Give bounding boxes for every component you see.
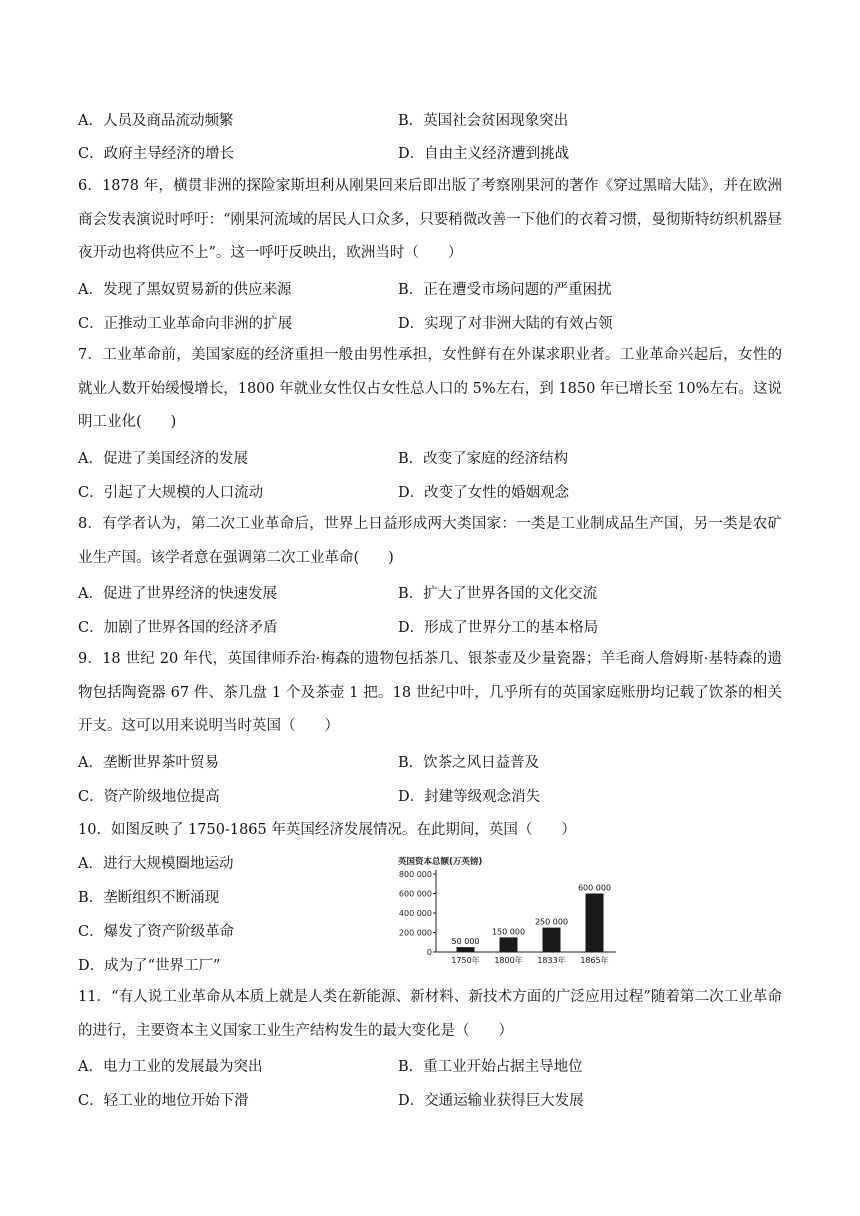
q6-stem: 6．1878 年，横贯非洲的探险家斯坦利从刚果回来后即出版了考察刚果河的著作《穿过黑暗大陆》，并在欧洲商会发表演说时呼吁：“刚果河流域的居民人口众多，只要稍微改善一下他们的衣着习惯，曼彻斯特纺织机器昼夜开动也将供应不上”。这一呼吁反映出，欧洲当时（ ） — [78, 178, 782, 261]
q11-options-row-1 — [78, 1056, 798, 1078]
bar-value-label: 250 000 — [534, 917, 569, 927]
q6-option-b[interactable]: B．正在遭受市场问题的严重困扰 — [398, 282, 612, 298]
bar — [586, 894, 604, 953]
x-tick-label: 1833年 — [537, 956, 566, 965]
q9-option-c[interactable]: C．资产阶级地位提高 — [78, 789, 220, 805]
q9-option-a[interactable]: A．垄断世界茶叶贸易 — [78, 755, 219, 771]
q11-option-d[interactable]: D．交通运输业获得巨大发展 — [398, 1093, 584, 1109]
y-tick-label: 200 000 — [398, 928, 432, 938]
q10-option-c[interactable]: C．爆发了资产阶级革命 — [78, 924, 235, 940]
bar — [457, 947, 475, 952]
q5-options-row-1 — [78, 110, 798, 132]
q6-option-c[interactable]: C．正推动工业革命向非洲的扩展 — [78, 316, 293, 332]
bar — [500, 937, 518, 952]
q9-options-row-2 — [78, 786, 798, 808]
q10-option-a[interactable]: A．进行大规模圈地运动 — [78, 856, 234, 872]
q9-stem: 9．18 世纪 20 年代，英国律师乔治·梅森的遗物包括茶几、银茶壶及少量瓷器；羊毛商人詹姆斯·基特森的遗物包括陶瓷器 67 件、茶几盘 1 个及茶壶 1 把。18 世纪中叶，几乎所有的英国家庭账册均记载了饮茶的相关开支。这可以用来说明当时英国（ ） — [78, 651, 782, 734]
chart-svg — [392, 852, 622, 970]
q8-option-a[interactable]: A．促进了世界经济的快速发展 — [78, 586, 277, 602]
q6-options-row-1 — [78, 279, 798, 301]
y-tick-label: 600 000 — [398, 889, 432, 899]
bar-value-label: 150 000 — [491, 927, 526, 937]
y-tick-label: 0 — [426, 948, 432, 957]
q6-option-a[interactable]: A．发现了黑奴贸易新的供应来源 — [78, 282, 292, 298]
q5-option-c[interactable]: C．政府主导经济的增长 — [78, 146, 235, 162]
q8-options-row-2 — [78, 617, 798, 639]
q11-option-b[interactable]: B．重工业开始占据主导地位 — [398, 1059, 583, 1075]
q8-stem: 8．有学者认为，第二次工业革命后，世界上日益形成两大类国家：一类是工业制成品生产国，另一类是农矿业生产国。该学者意在强调第二次工业革命( ) — [78, 516, 782, 566]
q9-options-row-1 — [78, 752, 798, 774]
q11-stem: 11．“有人说工业革命从本质上就是人类在新能源、新材料、新技术方面的广泛应用过程”随着第二次工业革命的进行，主要资本主义国家工业生产结构发生的最大变化是（ ） — [78, 989, 782, 1039]
bar — [543, 928, 561, 952]
q7-option-c[interactable]: C．引起了大规模的人口流动 — [78, 485, 264, 501]
q10-option-b[interactable]: B．垄断组织不断涌现 — [78, 890, 220, 906]
capital-bar-chart — [392, 852, 622, 970]
q10-stem: 10．如图反映了 1750-1865 年英国经济发展情况。在此期间，英国（ ） — [78, 822, 576, 838]
q7-stem: 7．工业革命前，美国家庭的经济重担一般由男性承担，女性鲜有在外谋求职业者。工业革命兴起后，女性的就业人数开始缓慢增长，1800 年就业女性仅占女性总人口的 5%左右，到 1850 年已增长至 10%左右。这说明工业化( ) — [78, 347, 782, 430]
q11-options-row-2 — [78, 1090, 798, 1112]
q11-option-c[interactable]: C．轻工业的地位开始下滑 — [78, 1093, 249, 1109]
q7-options-row-2 — [78, 482, 798, 504]
q6-option-d[interactable]: D．实现了对非洲大陆的有效占领 — [398, 316, 613, 332]
q7-option-a[interactable]: A．促进了美国经济的发展 — [78, 451, 248, 467]
chart-title: 英国资本总额(万英镑) — [398, 857, 483, 867]
q7-option-d[interactable]: D．改变了女性的婚姻观念 — [398, 485, 570, 501]
q8-options-row-1 — [78, 583, 798, 605]
q10-option-d[interactable]: D．成为了“世界工厂” — [78, 958, 221, 974]
bar-value-label: 50 000 — [451, 937, 480, 947]
q7-option-b[interactable]: B．改变了家庭的经济结构 — [398, 451, 569, 467]
x-tick-label: 1800年 — [494, 956, 523, 965]
q6-options-row-2 — [78, 313, 798, 335]
q5-options-row-2 — [78, 143, 798, 165]
q8-option-d[interactable]: D．形成了世界分工的基本格局 — [398, 620, 599, 636]
bar-value-label: 600 000 — [577, 883, 612, 893]
q9-option-b[interactable]: B．饮茶之风日益普及 — [398, 755, 540, 771]
q7-options-row-1 — [78, 448, 798, 470]
q5-option-b[interactable]: B．英国社会贫困现象突出 — [398, 113, 569, 129]
x-tick-label: 1865年 — [580, 956, 609, 965]
y-tick-label: 400 000 — [398, 909, 432, 918]
y-tick-label: 800 000 — [398, 870, 432, 879]
q5-option-a[interactable]: A．人员及商品流动频繁 — [78, 113, 234, 129]
q8-option-b[interactable]: B．扩大了世界各国的文化交流 — [398, 586, 598, 602]
q8-option-c[interactable]: C．加剧了世界各国的经济矛盾 — [78, 620, 278, 636]
q11-option-a[interactable]: A．电力工业的发展最为突出 — [78, 1059, 263, 1075]
q9-option-d[interactable]: D．封建等级观念消失 — [398, 789, 541, 805]
x-tick-label: 1750年 — [451, 956, 480, 965]
q5-option-d[interactable]: D．自由主义经济遭到挑战 — [398, 146, 570, 162]
